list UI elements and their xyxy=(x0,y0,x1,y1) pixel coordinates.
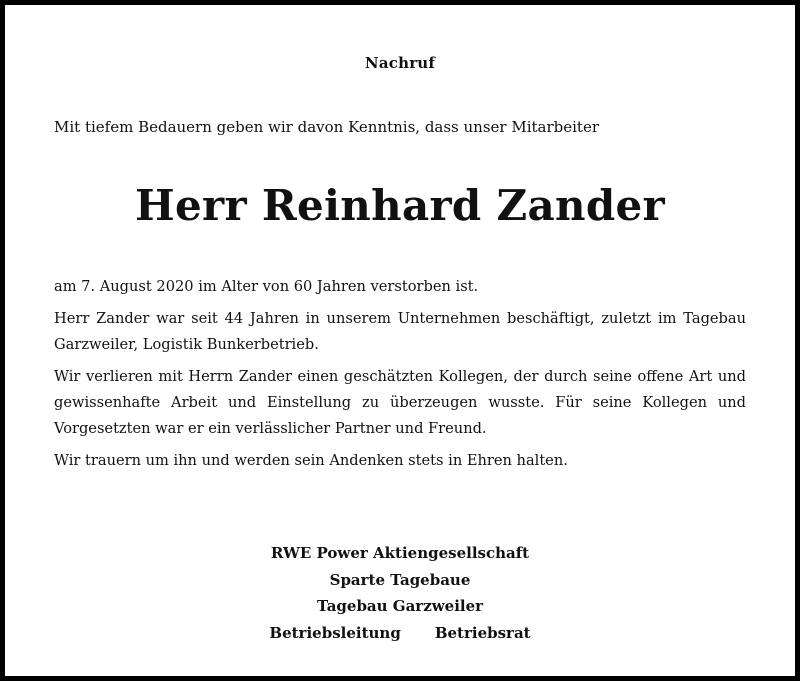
notice-body xyxy=(54,274,746,480)
employment-paragraph: Herr Zander war seit 44 Jahren in unserem Unternehmen beschäftigt, zuletzt im Tagebau Garzweiler, Logistik Bunkerbetrieb. xyxy=(54,310,746,353)
signature-site: Tagebau Garzweiler xyxy=(316,597,484,615)
notice-heading: Nachruf xyxy=(364,54,436,72)
signature-company: RWE Power Aktiengesellschaft xyxy=(270,544,530,562)
signature-signatories xyxy=(5,620,795,647)
death-date-paragraph: am 7. August 2020 im Alter von 60 Jahren verstorben ist. xyxy=(54,278,479,295)
signatory-management: Betriebsleitung xyxy=(269,623,401,642)
signature-division: Sparte Tagebaue xyxy=(329,570,471,589)
intro-text: Mit tiefem Bedauern geben wir davon Kenntnis, dass unser Mitarbeiter xyxy=(54,118,600,136)
signature-block xyxy=(5,540,795,646)
tribute-paragraph: Wir verlieren mit Herrn Zander einen geschätzten Kollegen, der durch seine offene Art und gewissenhafte Arbeit und Einstellung zu überzeugen wusste. Für seine Kollegen und Vorgesetzten war er ein verlässlicher Partner und Freund. xyxy=(54,368,746,437)
deceased-name: Herr Reinhard Zander xyxy=(135,181,665,230)
signatory-works-council: Betriebsrat xyxy=(434,623,531,642)
mourning-paragraph: Wir trauern um ihn und werden sein Andenken stets in Ehren halten. xyxy=(54,452,568,469)
